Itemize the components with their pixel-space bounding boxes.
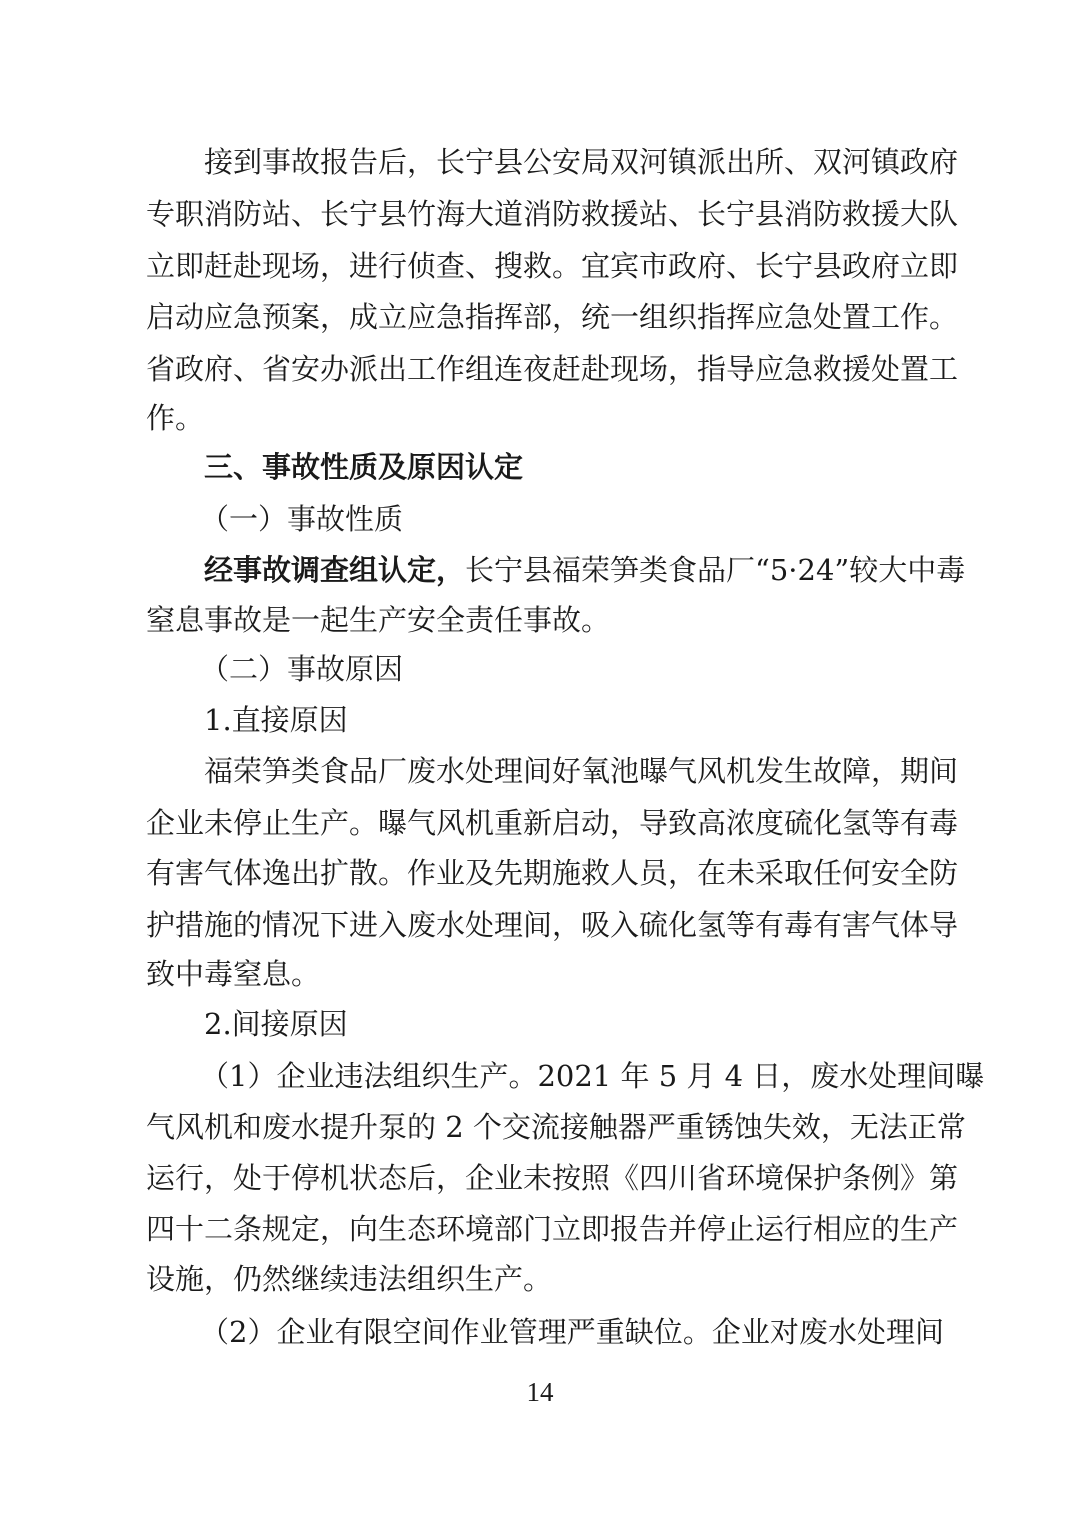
paragraph-line: 设施，仍然继续违法组织生产。	[146, 1262, 553, 1296]
paragraph-line: 有害气体逸出扩散。作业及先期施救人员，在未采取任何安全防	[146, 856, 959, 890]
subsection-heading: （一）事故性质	[200, 502, 404, 536]
paragraph-line: （1）企业违法组织生产。2021 年 5 月 4 日，废水处理间曝	[200, 1059, 985, 1093]
paragraph-line	[204, 544, 966, 596]
paragraph-line: （2）企业有限空间作业管理严重缺位。企业对废水处理间	[200, 1315, 944, 1349]
paragraph-line: 四十二条规定，向生态环境部门立即报告并停止运行相应的生产	[146, 1212, 959, 1246]
page-number: 14	[526, 1377, 554, 1407]
paragraph-line: 作。	[146, 401, 205, 435]
subsection-heading: （二）事故原因	[200, 652, 404, 686]
paragraph-line: 福荣笋类食品厂废水处理间好氧池曝气风机发生故障，期间	[204, 754, 959, 788]
paragraph-line: 专职消防站、长宁县竹海大道消防救援站、长宁县消防救援大队	[146, 197, 959, 231]
paragraph-line: 致中毒窒息。	[146, 957, 321, 991]
paragraph-line: 窒息事故是一起生产安全责任事故。	[146, 603, 611, 637]
bold-lead: 经事故调查组认定，	[204, 553, 466, 587]
line-rest: 长宁县福荣笋类食品厂“5·24”较大中毒	[465, 553, 966, 587]
section-heading: 三、事故性质及原因认定	[204, 450, 524, 484]
paragraph-line: 省政府、省安办派出工作组连夜赶赴现场，指导应急救援处置工	[146, 352, 959, 386]
paragraph-line: 立即赶赴现场，进行侦查、搜救。宜宾市政府、长宁县政府立即	[146, 249, 959, 283]
item-heading: 2.间接原因	[204, 1007, 348, 1041]
paragraph-line: 企业未停止生产。曝气风机重新启动，导致高浓度硫化氢等有毒	[146, 806, 959, 840]
paragraph-line: 护措施的情况下进入废水处理间，吸入硫化氢等有毒有害气体导	[146, 908, 959, 942]
paragraph-line: 接到事故报告后，长宁县公安局双河镇派出所、双河镇政府	[204, 145, 959, 179]
item-heading: 1.直接原因	[204, 703, 348, 737]
paragraph-line: 运行，处于停机状态后，企业未按照《四川省环境保护条例》第	[146, 1161, 959, 1195]
paragraph-line: 气风机和废水提升泵的 2 个交流接触器严重锈蚀失效，无法正常	[146, 1110, 966, 1144]
paragraph-line: 启动应急预案，成立应急指挥部，统一组织指挥应急处置工作。	[146, 300, 959, 334]
